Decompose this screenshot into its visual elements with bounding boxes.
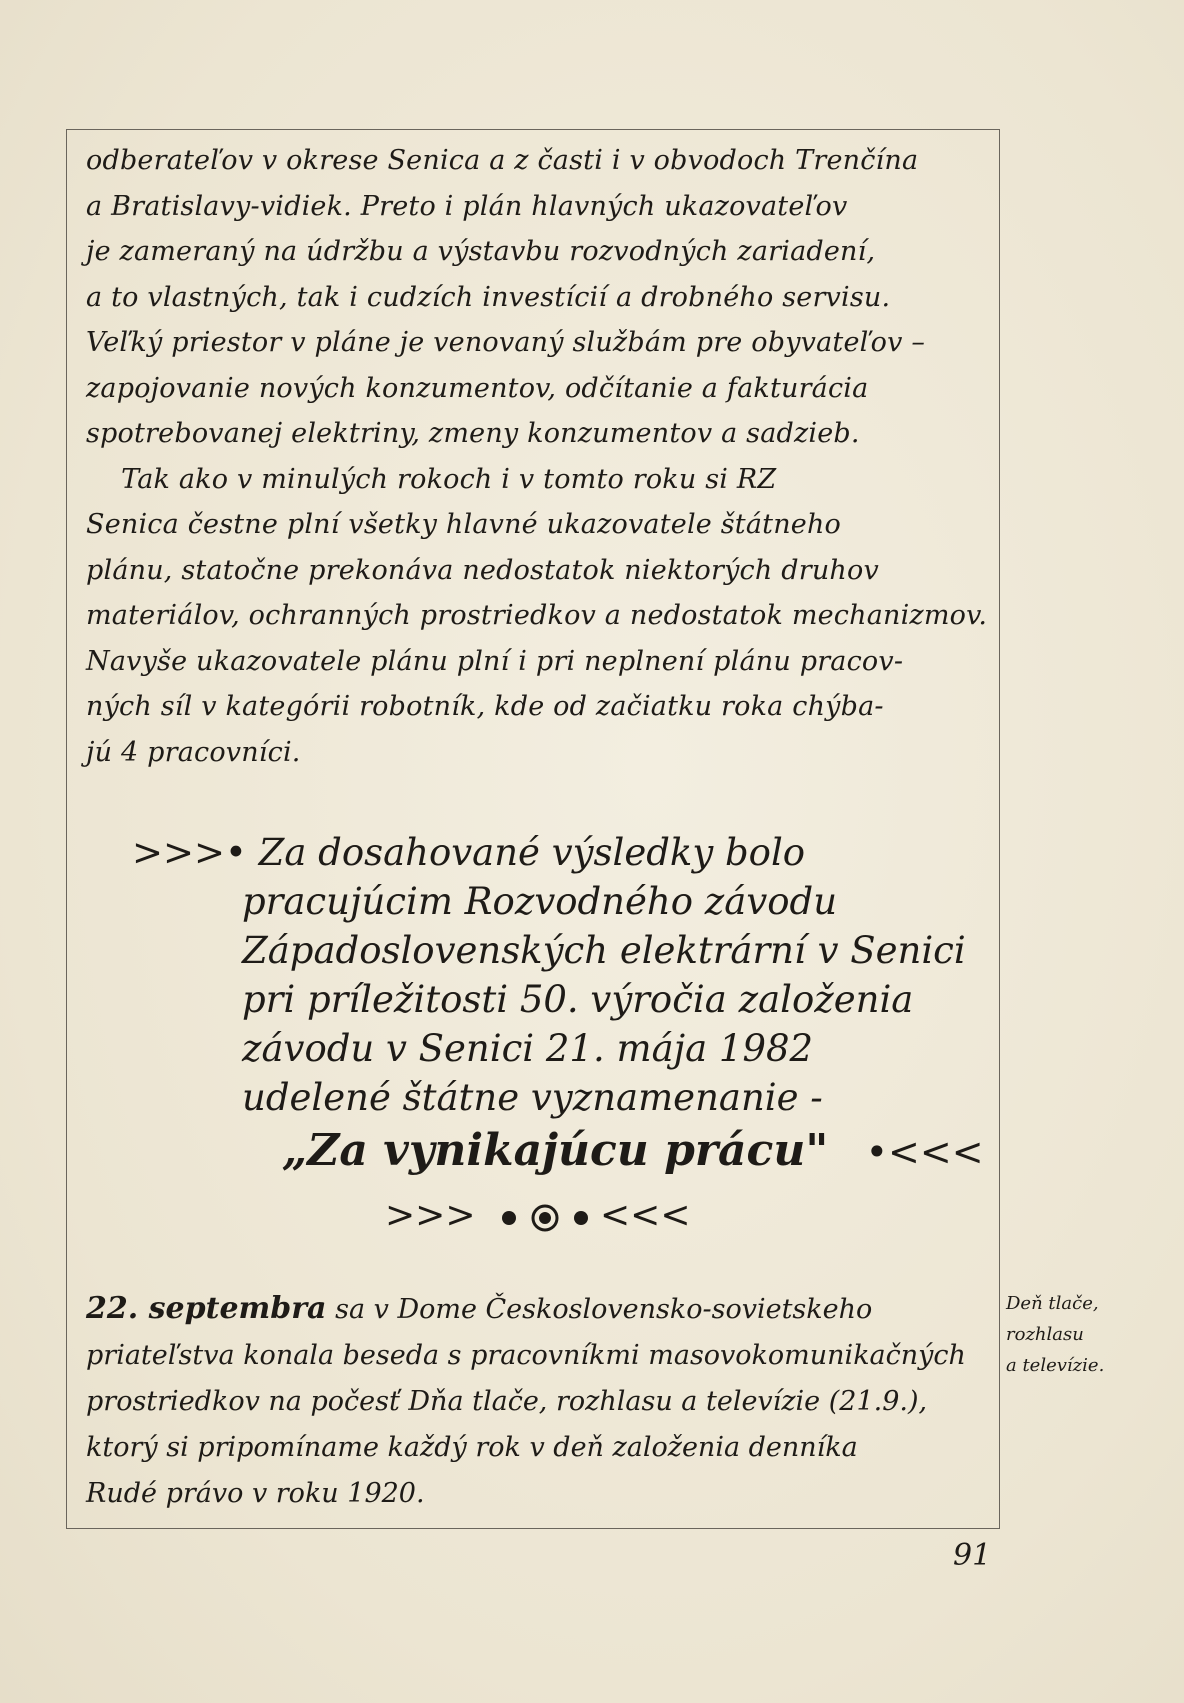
award-title bbox=[132, 1125, 984, 1177]
text-line: Tak ako v minulých rokoch i v tomto roku si RZ bbox=[86, 463, 777, 495]
text-line: Navyše ukazovatele plánu plní i pri neplnení plánu pracov- bbox=[86, 645, 904, 677]
text-line: jú 4 pracovníci. bbox=[86, 736, 301, 768]
text-line: spotrebovanej elektriny, zmeny konzumentov a sadzieb. bbox=[86, 418, 860, 449]
ornamental-divider bbox=[385, 1195, 705, 1241]
text-line: je zameraný na údržbu a výstavbu rozvodných zariadení, bbox=[86, 236, 876, 267]
margin-note-line: Deň tlače, bbox=[1006, 1293, 1099, 1314]
award-line: udelené štátne vyznamenanie - bbox=[242, 1076, 823, 1119]
entry-date: 22. septembra bbox=[86, 1291, 327, 1326]
text-line: materiálov, ochranných prostriedkov a nedostatok mechanizmov. bbox=[86, 600, 988, 631]
text-line: a to vlastných, tak i cudzích investícií a drobného servisu. bbox=[86, 281, 891, 313]
award-line bbox=[132, 828, 972, 877]
award-announcement bbox=[132, 828, 984, 1177]
award-quote: „Za vynikajúcu prácu" bbox=[282, 1125, 829, 1176]
dots-ornament bbox=[495, 1195, 595, 1241]
body-text bbox=[86, 138, 1016, 775]
margin-note-line: rozhlasu bbox=[1006, 1324, 1084, 1345]
opening-chevrons: >>>• bbox=[132, 831, 247, 874]
entry-first-line bbox=[86, 1286, 1006, 1333]
divider-left-chevrons: >>> bbox=[385, 1195, 476, 1236]
text-line: Veľký priestor v pláne je venovaný službám pre obyvateľov – bbox=[86, 327, 926, 358]
award-line: závodu v Senici 21. mája 1982 bbox=[242, 1027, 814, 1070]
entry-line: Rudé právo v roku 1920. bbox=[86, 1478, 425, 1509]
divider-right-chevrons: <<< bbox=[600, 1195, 691, 1236]
september-entry bbox=[86, 1286, 1006, 1517]
text-line: plánu, statočne prekonáva nedostatok niektorých druhov bbox=[86, 554, 879, 586]
award-text: Za dosahované výsledky bolo bbox=[258, 831, 806, 874]
award-line: pri príležitosti 50. výročia založenia bbox=[242, 978, 914, 1021]
text-line: ných síl v kategórii robotník, kde od začiatku roka chýba- bbox=[86, 691, 884, 722]
text-line: odberateľov v okrese Senica a z časti i v obvodoch Trenčína bbox=[86, 145, 919, 176]
closing-chevrons: •<<< bbox=[865, 1130, 984, 1174]
page-number: 91 bbox=[953, 1538, 992, 1573]
entry-line: prostriedkov na počesť Dňa tlače, rozhlasu a televízie (21.9.), bbox=[86, 1386, 928, 1417]
award-line: Západoslovenských elektrární v Senici bbox=[242, 929, 966, 972]
margin-note-line: a televízie. bbox=[1006, 1355, 1105, 1376]
award-line: pracujúcim Rozvodného závodu bbox=[242, 880, 838, 923]
entry-line: priateľstva konala beseda s pracovníkmi masovokomunikačných bbox=[86, 1340, 966, 1371]
entry-line: ktorý si pripomíname každý rok v deň založenia denníka bbox=[86, 1432, 858, 1463]
text-line: zapojovanie nových konzumentov, odčítanie a fakturácia bbox=[86, 372, 869, 404]
margin-note bbox=[1006, 1288, 1181, 1381]
text-line: a Bratislavy-vidiek. Preto i plán hlavných ukazovateľov bbox=[86, 190, 848, 222]
entry-text: sa v Dome Československo-sovietskeho bbox=[326, 1294, 873, 1325]
text-line: Senica čestne plní všetky hlavné ukazovatele štátneho bbox=[86, 509, 842, 540]
